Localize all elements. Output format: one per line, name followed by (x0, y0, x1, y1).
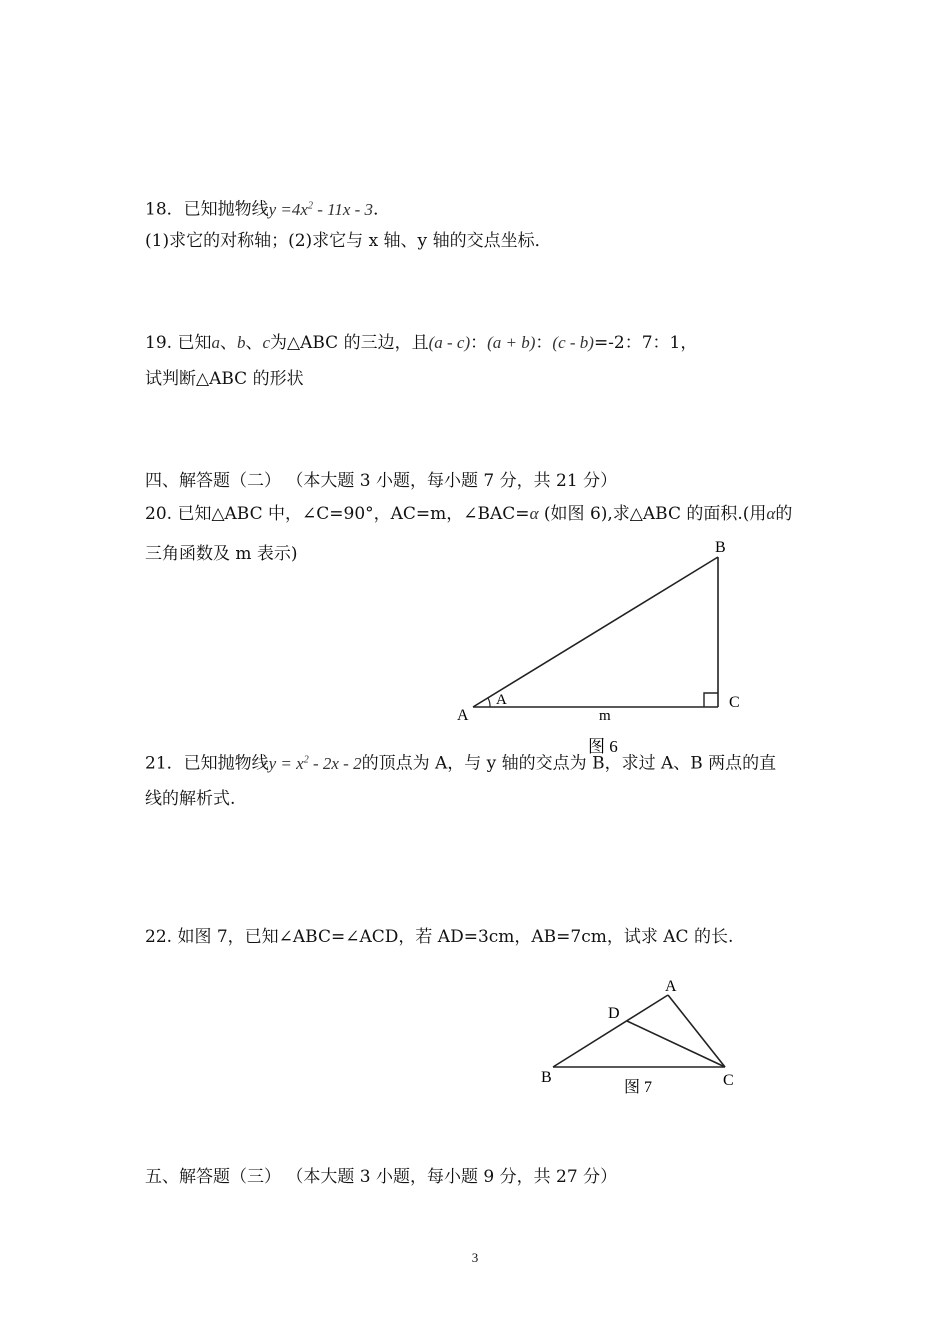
fig6-label-c: C (729, 694, 740, 711)
q19-var-b: b (236, 333, 246, 352)
fig6-side-ab (473, 557, 718, 707)
fig6-caption: 图 6 (588, 737, 618, 756)
section5-heading: 五、解答题（三） （本大题 3 小题，每小题 9 分，共 27 分） (145, 1167, 618, 1187)
q18-formula-a: y =4x (268, 199, 308, 219)
q19-prefix: 19. 已知 (145, 333, 212, 353)
q18-line2: (1)求它的对称轴；(2)求它与 x 轴、y 轴的交点坐标． (145, 231, 552, 251)
fig7-label-b: B (541, 1069, 552, 1086)
fig7-side-ac (668, 995, 725, 1067)
q19-sep2: 、 (245, 333, 263, 353)
q21-prefix: 21．已知抛物线 (145, 753, 269, 774)
fig7-caption: 图 7 (624, 1079, 653, 1096)
fig7-label-d: D (608, 1005, 620, 1022)
q19-mid: 为△ABC 的三边，且 (270, 333, 429, 353)
q19-expr2: (a + b) (487, 333, 536, 352)
fig7-label-c: C (723, 1072, 734, 1089)
figure-7 (535, 975, 755, 1105)
q19-line1 (145, 332, 697, 354)
q20-line1 (145, 503, 792, 525)
q18-formula-exp: 2 (307, 200, 313, 211)
q22-line1: 22. 如图 7，已知∠ABC=∠ACD，若 AD=3cm，AB=7cm，试求 AC 的长. (145, 927, 734, 947)
q18-prefix: 18．已知抛物线 (145, 199, 269, 220)
q19-colon1: ： (470, 333, 488, 353)
q19-ratio: =-2：7：1， (593, 333, 698, 353)
fig6-right-angle-mark (704, 693, 718, 707)
q19-line2: 试判断△ABC 的形状 (145, 369, 304, 389)
fig6-angle-arc (488, 698, 490, 707)
fig6-side-label: m (599, 708, 611, 724)
q20-line1-a: 20. 已知△ABC 中，∠C=90°，AC=m，∠BAC= (145, 504, 530, 524)
q20-line1-b: (如图 6),求△ABC 的面积.(用 (538, 504, 767, 524)
q21-line1 (145, 749, 776, 775)
fig6-angle-label: A (496, 692, 507, 708)
fig6-label-a: A (457, 707, 469, 724)
q21-line2: 线的解析式. (145, 789, 236, 809)
q19-sep1: 、 (219, 333, 237, 353)
fig7-label-a: A (665, 978, 677, 995)
q19-colon2: ： (535, 333, 553, 353)
q18-line1 (145, 195, 390, 221)
q21-formula-b: - 2x - 2 (308, 753, 362, 773)
q20-alpha1: α (529, 504, 539, 523)
q21-formula-a: y = x (268, 753, 304, 773)
q20-line2: 三角函数及 m 表示) (145, 544, 298, 564)
q19-var-c: c (262, 333, 270, 352)
q18-formula-b: - 11x - 3 (312, 199, 374, 219)
fig7-segment-cd (627, 1021, 725, 1067)
q20-alpha2: α (766, 504, 776, 523)
figure-6 (440, 530, 760, 760)
q21-formula-exp: 2 (303, 754, 309, 765)
q19-expr3: (c - b) (552, 333, 594, 352)
q19-expr1: (a - c) (428, 333, 471, 352)
q20-line1-c: 的 (775, 504, 793, 524)
section4-heading: 四、解答题（二） （本大题 3 小题，每小题 7 分，共 21 分） (145, 471, 618, 491)
q18-suffix: ． (373, 199, 391, 220)
fig6-label-b: B (715, 539, 726, 556)
page-number: 3 (471, 1250, 479, 1265)
q21-suffix: 的顶点为 A，与 y 轴的交点为 B，求过 A、B 两点的直 (361, 753, 777, 774)
q19-var-a: a (211, 333, 220, 352)
q18-formula (269, 200, 373, 219)
q21-formula (269, 754, 362, 773)
